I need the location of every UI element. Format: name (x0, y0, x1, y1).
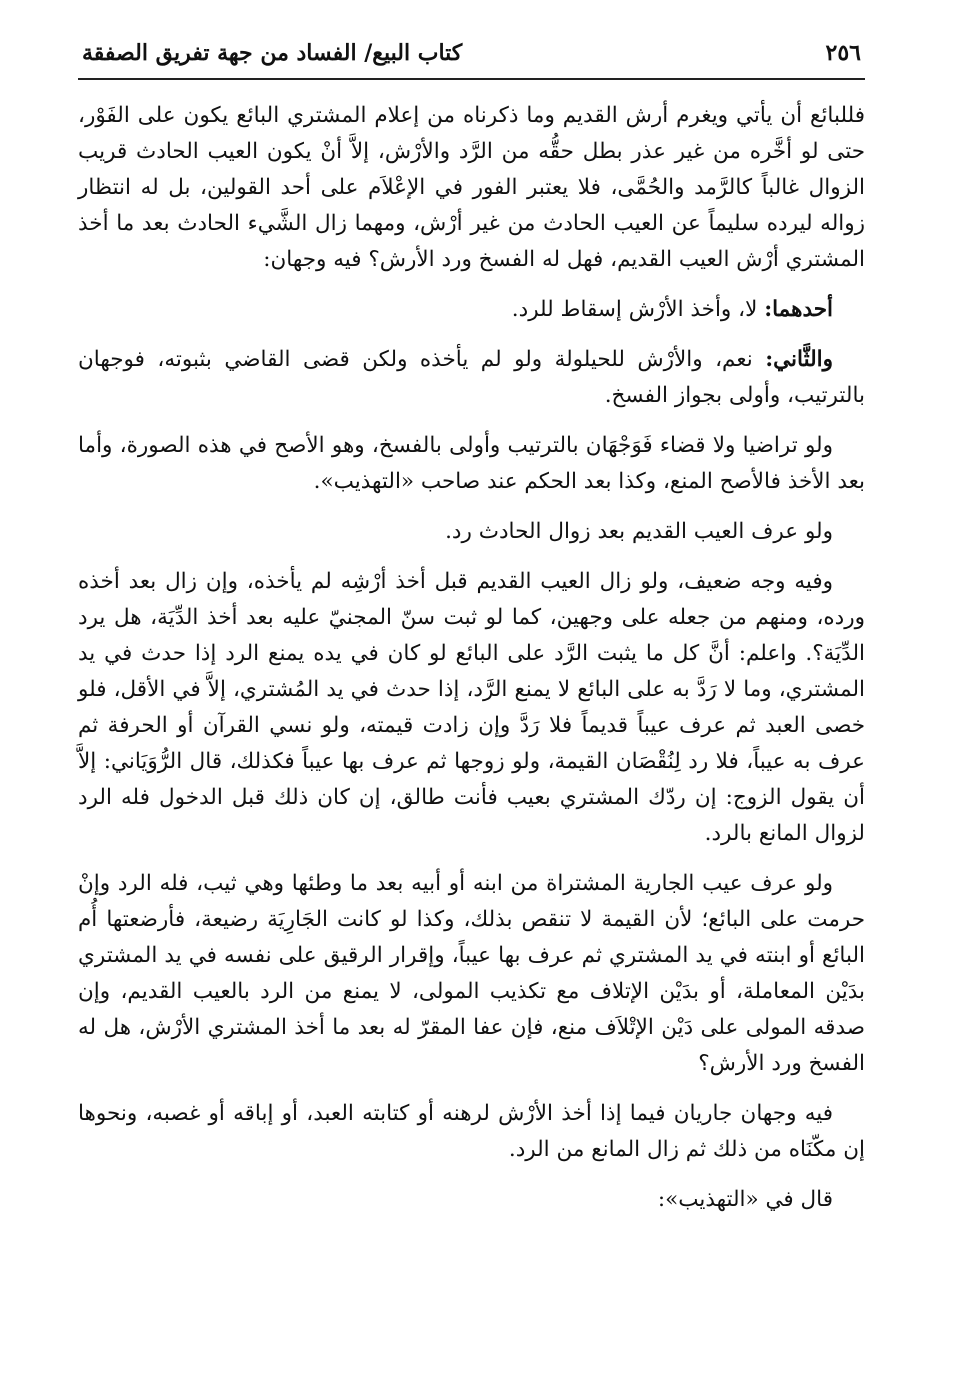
paragraph-text: نعم، والأرْش للحيلولة ولو لم يأخذه ولكن قضى القاضي بثبوته، فوجهان بالترتيب، وأولى بجواز الفسخ. (78, 347, 865, 408)
paragraph-text: فيه وجهان جاريان فيما إذا أخذ الأرْش لرهنه أو كتابته العبد، أو إباقه أو غصبه، ونحوها إن مكّنَاه من ذلك ثم زال المانع من الرد. (78, 1101, 865, 1162)
paragraph-text: ولو عرف العيب القديم بعد زوال الحادث رد. (445, 519, 833, 544)
paragraph (78, 292, 865, 328)
paragraph (78, 428, 865, 500)
running-title: كتاب البيع/ الفساد من جهة تفريق الصفقة (82, 40, 463, 66)
paragraph-text: قال في «التهذيب»: (657, 1187, 833, 1212)
paragraph (78, 564, 865, 852)
paragraph (78, 514, 865, 550)
paragraph (78, 1182, 865, 1218)
body-text (78, 98, 865, 1232)
paragraph (78, 98, 865, 278)
paragraph (78, 1096, 865, 1168)
paragraph-text: لا، وأخذ الأرْش إسقاط للرد. (511, 297, 765, 322)
paragraph-text: ولو تراضيا ولا قضاء فَوَجْهَان بالترتيب وأولى بالفسخ، وهو الأصح في هذه الصورة، وأما بعد الأخذ فالأصح المنع، وكذا بعد الحكم عند صاحب «التهذيب». (78, 433, 865, 494)
paragraph-text: ولو عرف عيب الجارية المشتراة من ابنه أو أبيه بعد ما وطئها وهي ثيب، فله الرد وإنْ حرمت على البائع؛ لأن القيمة لا تنقص بذلك، وكذا لو كانت الجَارِيَة رضيعة، فأرضعتها أُم البائع أو ابنته في يد المشتري ثم عرف بها عيباً، وإقرار الرقيق على نفسه في يد المشتري بدَيْن المعاملة، أو بدَيْن الإتلاف مع تكذيب المولى، لا يمنع من الرد بالعيب القديم، وإن صدقه المولى على دَيْن الإتْلاَف منع، فإن عفا المقرّ له بعد ما أخذ المشتري الأرْش، هل له الفسخ ورد الأرش؟ (78, 871, 865, 1076)
paragraph-text: فللبائع أن يأتي ويغرم أرش القديم وما ذكرناه من إعلام المشتري البائع يكون على الفَوْر، حتى لو أخَّره من غير عذر بطل حقُّه من الرَّد والأرْش، إلاَّ أنْ يكون العيب الحادث قريب الزوال غالباً كالرَّمد والحُمَّى، فلا يعتبر الفور في الإعْلاَم على أحد القولين، بل له انتظار زواله ليرده سليماً عن العيب الحادث من غير أرْش، ومهما زال الشَّيء الحادث بعد ما أخذ المشتري أرْش العيب القديم، فهل له الفسخ ورد الأرش؟ فيه وجهان: (78, 103, 866, 272)
paragraph-lead: والثَّاني: (765, 347, 833, 372)
paragraph (78, 866, 865, 1082)
paragraph-text: وفيه وجه ضعيف، ولو زال العيب القديم قبل أخذ أرْشِه لم يأخذه، وإن زال بعد أخذه ورده، ومنهم من جعله على وجهين، كما لو ثبت سنّ المجنيّ عليه بعد أخذ الدِّيَة، هل يرد الدِّيَة؟. واعلم: أنَّ كل ما يثبت الرَّد على البائع لو كان في يده يمنع الرد إذا حدث في يد المشتري، وما لا رَدَّ به على البائع لا يمنع الرَّد، إذا حدث في يد المُشتري، إلاَّ في الأقل، فلو خصى العبد ثم عرف عيباً قديماً فلا رَدَّ وإن زادت قيمته، ولو نسي القرآن أو الحرفة ثم عرف به عيباً، فلا رد لِنُقْصَان القيمة، ولو زوجها ثم عرف بها عيباً فكذلك، قال الرُّوَيَاني: إلاَّ أن يقول الزوج: إن ردّك المشتري بعيب فأنت طالق، إن كان ذلك قبل الدخول فله الرد لزوال المانع بالرد. (78, 569, 865, 846)
page-number: ٢٥٦ (825, 40, 861, 66)
paragraph-lead: أحدهما: (764, 297, 833, 322)
paragraph (78, 342, 865, 414)
page-header (78, 38, 865, 80)
